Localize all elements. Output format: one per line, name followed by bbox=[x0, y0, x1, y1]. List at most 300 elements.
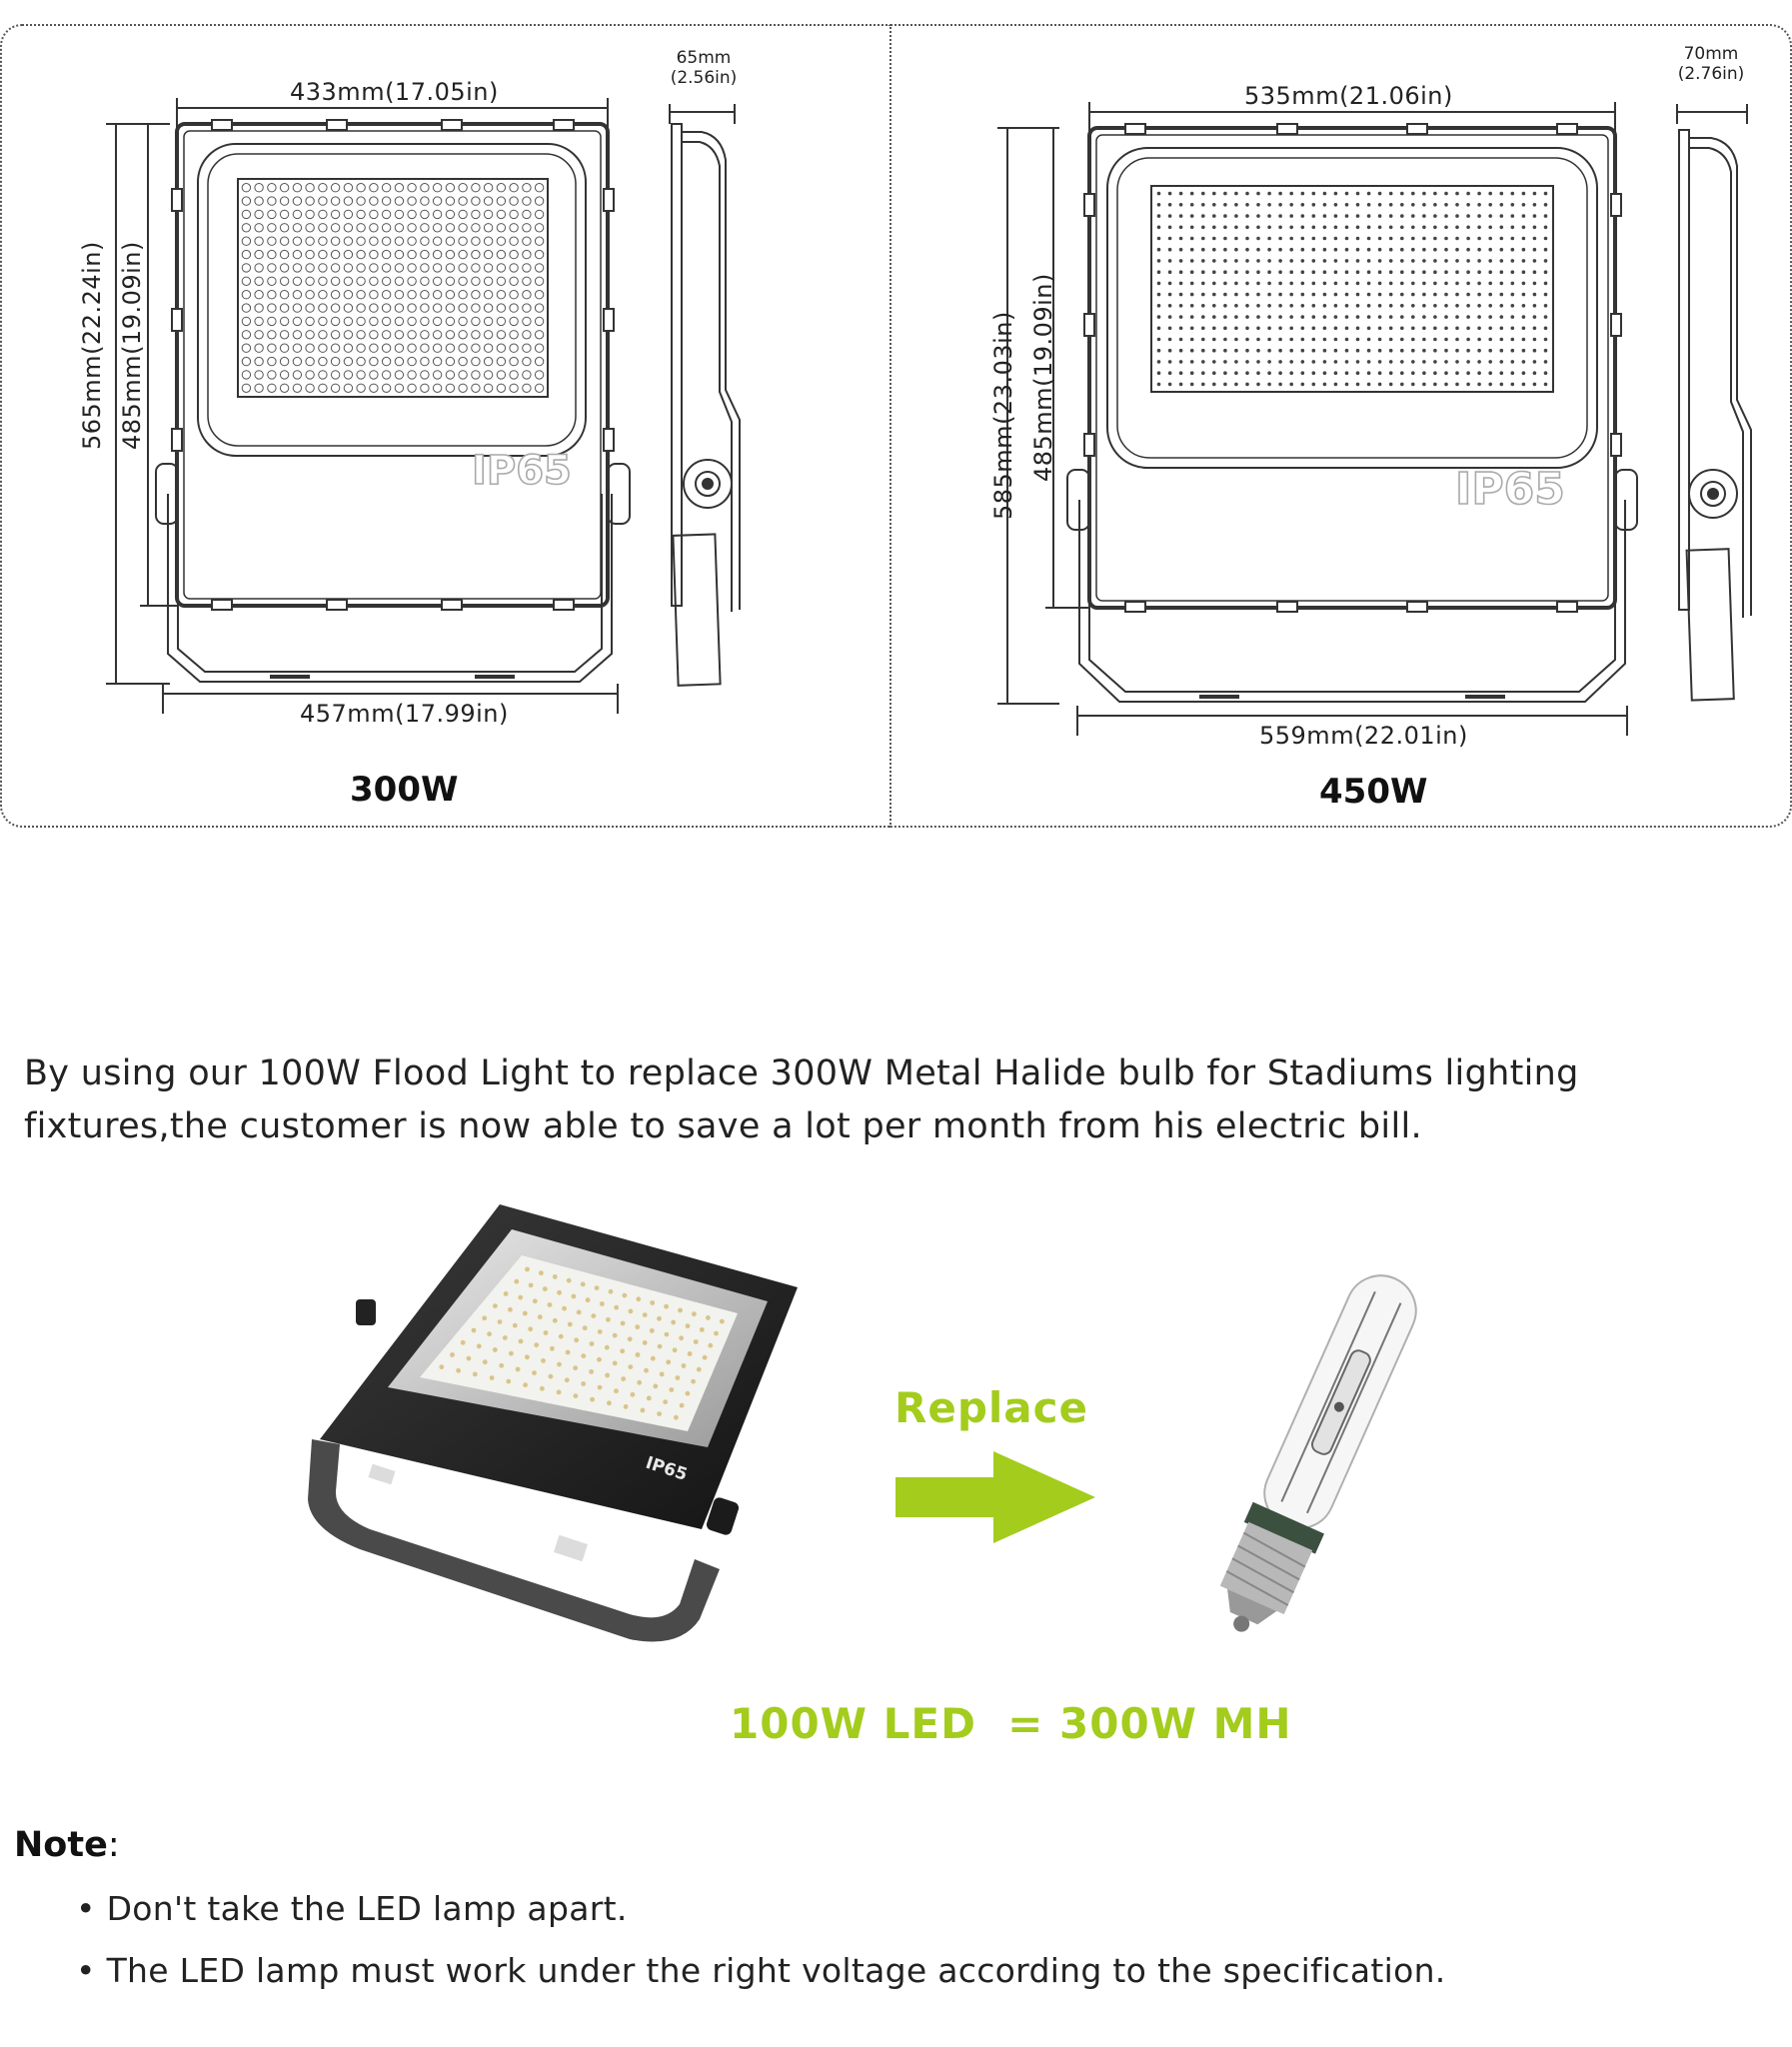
led-dot bbox=[510, 331, 518, 339]
note-heading bbox=[14, 1825, 120, 1865]
led-dot bbox=[370, 344, 378, 352]
led-dot bbox=[446, 250, 454, 258]
photo-led-dot bbox=[598, 1385, 603, 1390]
led-dot bbox=[1378, 349, 1382, 353]
led-dot bbox=[1201, 304, 1205, 308]
led-dot bbox=[268, 250, 276, 258]
led-dot bbox=[1533, 349, 1537, 353]
led-dot bbox=[1378, 214, 1382, 218]
led-dot bbox=[1190, 226, 1194, 230]
led-dot bbox=[1267, 203, 1271, 207]
photo-led-dot bbox=[700, 1327, 705, 1332]
photo-led-dot bbox=[581, 1353, 586, 1358]
led-dot bbox=[1477, 259, 1481, 263]
led-dot bbox=[1433, 304, 1437, 308]
led-dot bbox=[1411, 270, 1415, 274]
led-dot bbox=[1511, 304, 1515, 308]
led-dot bbox=[1544, 203, 1548, 207]
led-dot bbox=[306, 264, 314, 272]
led-dot bbox=[344, 291, 352, 299]
led-dot bbox=[280, 357, 288, 365]
led-dot bbox=[293, 184, 301, 192]
led-dot bbox=[1488, 214, 1492, 218]
led-dot bbox=[1345, 338, 1349, 342]
led-dot bbox=[1466, 315, 1470, 319]
led-dot bbox=[408, 210, 416, 218]
led-dot bbox=[1190, 338, 1194, 342]
led-dot bbox=[1356, 282, 1360, 286]
led-dot bbox=[433, 291, 441, 299]
led-dot bbox=[1168, 248, 1172, 252]
led-dot bbox=[306, 250, 314, 258]
led-dot bbox=[421, 331, 429, 339]
led-dot bbox=[1157, 360, 1161, 364]
metal-halide-bulb-photo bbox=[1179, 1259, 1439, 1659]
led-dot bbox=[523, 291, 531, 299]
led-dot bbox=[446, 344, 454, 352]
led-dot bbox=[484, 357, 492, 365]
led-dot bbox=[357, 384, 365, 392]
led-dot bbox=[1400, 270, 1404, 274]
note-item-2 bbox=[76, 1951, 1446, 1990]
led-dot bbox=[1389, 349, 1393, 353]
led-dot bbox=[280, 384, 288, 392]
led-dot bbox=[510, 291, 518, 299]
led-dot bbox=[382, 224, 390, 232]
led-dot bbox=[1157, 259, 1161, 263]
photo-led-dot bbox=[643, 1340, 648, 1345]
led-dot bbox=[446, 331, 454, 339]
led-dot bbox=[1168, 304, 1172, 308]
led-dot bbox=[1301, 315, 1305, 319]
led-dot bbox=[433, 371, 441, 379]
photo-led-dot bbox=[566, 1350, 571, 1355]
photo-led-dot bbox=[493, 1303, 498, 1308]
led-dot bbox=[1544, 214, 1548, 218]
led-dot bbox=[1433, 248, 1437, 252]
led-dot bbox=[1500, 293, 1504, 297]
led-dot bbox=[331, 317, 339, 325]
led-dot bbox=[1289, 360, 1293, 364]
led-dot bbox=[1168, 192, 1172, 196]
led-dot bbox=[1444, 270, 1448, 274]
photo-led-dot bbox=[613, 1333, 618, 1338]
led-dot bbox=[1533, 226, 1537, 230]
led-dot bbox=[1234, 192, 1238, 196]
photo-led-dot bbox=[706, 1315, 711, 1320]
led-dot bbox=[1323, 270, 1327, 274]
led-dot bbox=[1256, 383, 1260, 387]
led-dot bbox=[395, 264, 403, 272]
led-dot bbox=[1312, 383, 1316, 387]
photo-led-dot bbox=[621, 1376, 626, 1381]
photo-led-dot bbox=[598, 1329, 603, 1334]
led-dot bbox=[1345, 383, 1349, 387]
led-dot bbox=[1544, 371, 1548, 375]
photo-led-dot bbox=[663, 1399, 668, 1404]
photo-led-dot bbox=[513, 1323, 518, 1328]
led-dot bbox=[459, 304, 467, 312]
led-dot bbox=[357, 357, 365, 365]
led-dot bbox=[408, 224, 416, 232]
led-dot bbox=[421, 277, 429, 285]
led-dot bbox=[1422, 203, 1426, 207]
led-dot bbox=[421, 184, 429, 192]
photo-led-dot bbox=[529, 1283, 534, 1288]
photo-led-dot bbox=[671, 1320, 676, 1325]
led-dot bbox=[1433, 270, 1437, 274]
photo-led-dot bbox=[553, 1318, 558, 1323]
led-dot bbox=[1488, 349, 1492, 353]
led-dot bbox=[1190, 192, 1194, 196]
led-dot bbox=[293, 264, 301, 272]
led-dot bbox=[255, 344, 263, 352]
led-dot bbox=[370, 277, 378, 285]
led-dot bbox=[446, 371, 454, 379]
led-dot bbox=[1511, 237, 1515, 241]
led-dot bbox=[306, 384, 314, 392]
led-dot bbox=[446, 210, 454, 218]
led-dot bbox=[1201, 349, 1205, 353]
led-dot bbox=[1312, 282, 1316, 286]
led-dot bbox=[421, 304, 429, 312]
photo-led-dot bbox=[636, 1296, 641, 1301]
led-dot bbox=[382, 384, 390, 392]
led-dot bbox=[331, 357, 339, 365]
led-dot bbox=[319, 317, 327, 325]
led-dot bbox=[1190, 349, 1194, 353]
replace-label: Replace bbox=[895, 1383, 1089, 1432]
led-dot bbox=[1455, 349, 1459, 353]
led-dot bbox=[1511, 248, 1515, 252]
led-dot bbox=[1367, 259, 1371, 263]
depth-dim-450w bbox=[1671, 44, 1751, 84]
led-dot bbox=[370, 331, 378, 339]
led-dot bbox=[1323, 214, 1327, 218]
led-dot bbox=[1301, 360, 1305, 364]
led-dot bbox=[319, 304, 327, 312]
led-dot bbox=[357, 277, 365, 285]
led-dot bbox=[1433, 192, 1437, 196]
led-dot bbox=[1234, 282, 1238, 286]
led-dot bbox=[1378, 327, 1382, 331]
led-dot bbox=[382, 197, 390, 205]
led-dot bbox=[472, 344, 480, 352]
led-dot bbox=[1367, 248, 1371, 252]
led-dot bbox=[357, 291, 365, 299]
product-description: By using our 100W Flood Light to replace 300W Metal Halide bulb for Stadiums lighting fixtures,the customer is now able to save a lot per month from his electric bill. bbox=[24, 1053, 1579, 1146]
led-dot bbox=[523, 277, 531, 285]
led-dot bbox=[1378, 259, 1382, 263]
led-dot bbox=[1312, 259, 1316, 263]
led-dot bbox=[1422, 338, 1426, 342]
led-dot bbox=[497, 224, 505, 232]
led-dot bbox=[1179, 371, 1183, 375]
led-dot bbox=[1212, 293, 1216, 297]
led-dot bbox=[1466, 293, 1470, 297]
led-dot bbox=[408, 264, 416, 272]
led-dot bbox=[331, 344, 339, 352]
photo-led-dot bbox=[482, 1315, 487, 1320]
led-dot bbox=[1500, 383, 1504, 387]
led-dot bbox=[1422, 371, 1426, 375]
led-dot bbox=[1245, 315, 1249, 319]
led-dot bbox=[497, 291, 505, 299]
led-dot bbox=[1444, 248, 1448, 252]
led-dot bbox=[433, 384, 441, 392]
led-dot bbox=[1455, 203, 1459, 207]
depth-dim-450w-mm: 70mm bbox=[1683, 44, 1739, 64]
photo-led-dot bbox=[590, 1341, 595, 1346]
led-dot bbox=[1334, 214, 1338, 218]
led-dot bbox=[280, 184, 288, 192]
led-dot bbox=[421, 357, 429, 365]
photo-led-dot bbox=[682, 1363, 687, 1368]
led-dot bbox=[1378, 338, 1382, 342]
led-dot bbox=[1378, 304, 1382, 308]
led-dot bbox=[535, 304, 543, 312]
led-dot bbox=[1212, 371, 1216, 375]
led-dot bbox=[1334, 248, 1338, 252]
led-dot bbox=[1422, 248, 1426, 252]
led-dot bbox=[1234, 315, 1238, 319]
body-height-dim-300w: 485mm(19.09in) bbox=[118, 241, 146, 450]
model-label-450w: 450W bbox=[1319, 772, 1428, 812]
note-item-1-text: Don't take the LED lamp apart. bbox=[106, 1889, 628, 1928]
led-dot bbox=[421, 371, 429, 379]
led-dot bbox=[370, 250, 378, 258]
led-dot bbox=[433, 210, 441, 218]
led-dot bbox=[1223, 192, 1227, 196]
led-dot bbox=[1466, 282, 1470, 286]
led-dot bbox=[1477, 327, 1481, 331]
led-dot bbox=[484, 184, 492, 192]
led-dot bbox=[280, 237, 288, 245]
led-dot bbox=[1544, 304, 1548, 308]
led-dot bbox=[1466, 338, 1470, 342]
photo-led-dot bbox=[620, 1348, 625, 1353]
led-dot bbox=[1444, 338, 1448, 342]
led-dot bbox=[1157, 203, 1161, 207]
led-dot bbox=[382, 184, 390, 192]
led-dot bbox=[433, 344, 441, 352]
led-dot bbox=[421, 210, 429, 218]
photo-led-dot bbox=[519, 1339, 524, 1344]
led-dot bbox=[1312, 214, 1316, 218]
photo-led-dot bbox=[456, 1368, 461, 1373]
led-dot bbox=[1157, 349, 1161, 353]
photo-led-dot bbox=[539, 1270, 544, 1275]
led-dot bbox=[1234, 237, 1238, 241]
photo-led-dot bbox=[703, 1355, 708, 1360]
led-dot bbox=[242, 304, 250, 312]
led-dot bbox=[280, 277, 288, 285]
led-dot bbox=[1455, 248, 1459, 252]
led-dot bbox=[331, 331, 339, 339]
led-dot bbox=[1466, 360, 1470, 364]
led-dot bbox=[1312, 270, 1316, 274]
led-dot bbox=[1278, 259, 1282, 263]
led-dot bbox=[1256, 282, 1260, 286]
photo-led-dot bbox=[577, 1310, 582, 1315]
led-dot bbox=[510, 304, 518, 312]
led-dot bbox=[472, 331, 480, 339]
led-dot bbox=[1223, 360, 1227, 364]
led-dot bbox=[1334, 327, 1338, 331]
led-dot bbox=[1301, 371, 1305, 375]
led-dot bbox=[1422, 237, 1426, 241]
led-dot bbox=[1157, 192, 1161, 196]
led-module-grid-450w bbox=[1157, 192, 1548, 386]
led-dot bbox=[1256, 349, 1260, 353]
photo-led-dot bbox=[525, 1354, 530, 1359]
led-dot bbox=[523, 304, 531, 312]
led-dot bbox=[1500, 349, 1504, 353]
led-dot bbox=[472, 237, 480, 245]
led-dot bbox=[1455, 259, 1459, 263]
led-dot bbox=[331, 184, 339, 192]
led-dot bbox=[357, 224, 365, 232]
led-dot bbox=[268, 210, 276, 218]
photo-led-dot bbox=[553, 1274, 558, 1279]
led-dot bbox=[1500, 237, 1504, 241]
led-dot bbox=[395, 250, 403, 258]
led-dot bbox=[421, 224, 429, 232]
led-dot bbox=[1223, 237, 1227, 241]
led-dot bbox=[1544, 192, 1548, 196]
led-dot bbox=[459, 317, 467, 325]
led-dot bbox=[1477, 282, 1481, 286]
led-dot bbox=[433, 277, 441, 285]
led-dot bbox=[1356, 338, 1360, 342]
floodlight-photo bbox=[300, 1199, 820, 1649]
led-dot bbox=[1367, 192, 1371, 196]
photo-led-dot bbox=[657, 1316, 662, 1321]
led-dot bbox=[1356, 360, 1360, 364]
led-dot bbox=[1433, 282, 1437, 286]
ip65-embossed-450w: IP65 bbox=[1455, 464, 1565, 515]
led-dot bbox=[1500, 270, 1504, 274]
led-dot bbox=[1389, 383, 1393, 387]
led-dot bbox=[1433, 226, 1437, 230]
led-dot bbox=[421, 197, 429, 205]
led-dot bbox=[1477, 203, 1481, 207]
led-dot bbox=[1533, 248, 1537, 252]
led-dot bbox=[1378, 360, 1382, 364]
led-dot bbox=[1256, 214, 1260, 218]
led-dot bbox=[1267, 327, 1271, 331]
led-dot bbox=[357, 237, 365, 245]
led-dot bbox=[1201, 270, 1205, 274]
led-dot bbox=[1212, 327, 1216, 331]
led-dot bbox=[280, 331, 288, 339]
led-dot bbox=[497, 184, 505, 192]
led-dot bbox=[1168, 349, 1172, 353]
photo-led-dot bbox=[631, 1392, 636, 1397]
photo-led-dot bbox=[473, 1372, 478, 1377]
led-dot bbox=[1477, 270, 1481, 274]
led-dot bbox=[1488, 360, 1492, 364]
led-dot bbox=[1245, 360, 1249, 364]
led-dot bbox=[472, 357, 480, 365]
led-dot bbox=[1533, 383, 1537, 387]
led-dot bbox=[1245, 203, 1249, 207]
led-dot bbox=[1488, 282, 1492, 286]
led-dot bbox=[1378, 248, 1382, 252]
led-dot bbox=[1201, 371, 1205, 375]
led-dot bbox=[1190, 304, 1194, 308]
led-dot bbox=[408, 384, 416, 392]
photo-led-dot bbox=[643, 1312, 648, 1317]
led-dot bbox=[1201, 214, 1205, 218]
led-dot bbox=[242, 197, 250, 205]
photo-led-dot bbox=[694, 1339, 699, 1344]
led-dot bbox=[1223, 282, 1227, 286]
led-dot bbox=[1400, 315, 1404, 319]
led-dot bbox=[459, 264, 467, 272]
led-dot bbox=[1179, 315, 1183, 319]
led-dot bbox=[459, 250, 467, 258]
led-dot bbox=[1289, 270, 1293, 274]
led-dot bbox=[1301, 349, 1305, 353]
led-dot bbox=[1168, 360, 1172, 364]
led-dot bbox=[1511, 315, 1515, 319]
led-dot bbox=[1488, 203, 1492, 207]
led-dot bbox=[1389, 338, 1393, 342]
led-dot bbox=[1223, 293, 1227, 297]
led-dot bbox=[1466, 259, 1470, 263]
photo-led-dot bbox=[600, 1301, 605, 1306]
led-dot bbox=[319, 291, 327, 299]
led-dot bbox=[446, 304, 454, 312]
led-dot bbox=[1301, 270, 1305, 274]
led-dot bbox=[1323, 248, 1327, 252]
led-dot bbox=[1422, 293, 1426, 297]
led-dot bbox=[1356, 293, 1360, 297]
led-dot bbox=[1301, 226, 1305, 230]
led-dot bbox=[459, 384, 467, 392]
led-dot bbox=[1522, 203, 1526, 207]
led-dot bbox=[1488, 259, 1492, 263]
led-dot bbox=[1201, 192, 1205, 196]
led-dot bbox=[1378, 282, 1382, 286]
bullet-icon: • bbox=[76, 1951, 107, 1990]
led-dot bbox=[1389, 315, 1393, 319]
led-dot bbox=[293, 371, 301, 379]
led-dot bbox=[1289, 293, 1293, 297]
led-dot bbox=[1500, 214, 1504, 218]
led-dot bbox=[1400, 360, 1404, 364]
led-dot bbox=[1223, 203, 1227, 207]
led-dot bbox=[1444, 237, 1448, 241]
led-dot bbox=[1411, 214, 1415, 218]
led-dot bbox=[1245, 237, 1249, 241]
led-dot bbox=[1522, 315, 1526, 319]
led-dot bbox=[1323, 192, 1327, 196]
led-dot bbox=[1367, 371, 1371, 375]
led-dot bbox=[242, 264, 250, 272]
photo-led-dot bbox=[557, 1362, 562, 1367]
led-dot bbox=[523, 250, 531, 258]
replace-arrow-icon bbox=[896, 1451, 1095, 1551]
led-dot bbox=[344, 357, 352, 365]
led-dot bbox=[1422, 327, 1426, 331]
led-dot bbox=[1179, 226, 1183, 230]
led-dot bbox=[421, 291, 429, 299]
led-dot bbox=[395, 371, 403, 379]
led-dot bbox=[472, 197, 480, 205]
led-dot bbox=[1455, 226, 1459, 230]
